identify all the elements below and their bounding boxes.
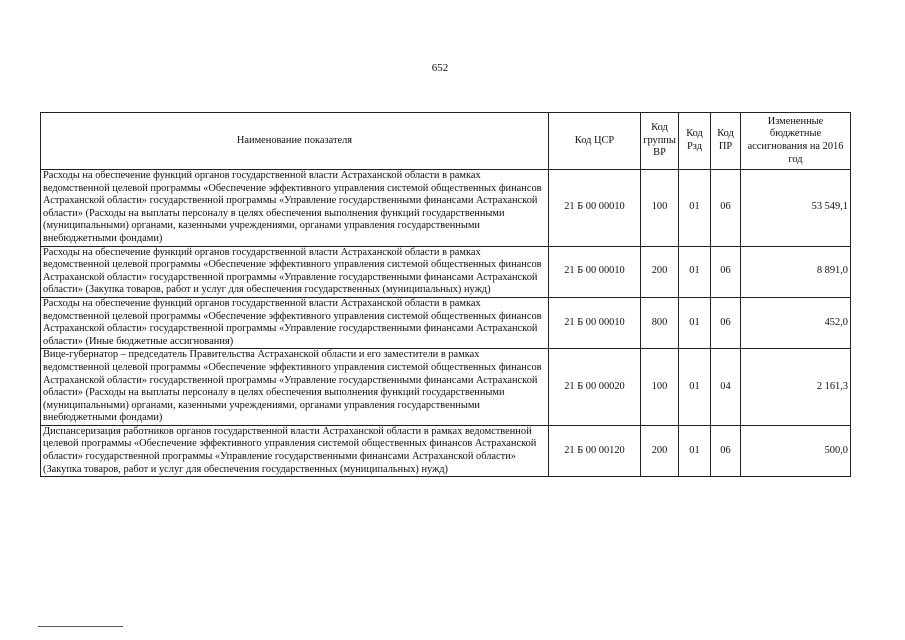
row-name-cell: Диспансеризация работников органов государственной власти Астраханской области в рамках ведомственной целевой программы «Обеспечение эффективного управления системой общественных финансов Астраханской области» государственной программы «Управление государственными финансами Астраханской области» (Закупка товаров, работ и услуг для обеспечения государственных (муниципальных) нужд) — [41, 425, 549, 476]
row-amount-cell: 452,0 — [741, 297, 851, 348]
row-amount-cell: 53 549,1 — [741, 170, 851, 247]
header-rzd-code: Код Рзд — [679, 113, 711, 170]
row-pr-cell: 06 — [711, 425, 741, 476]
row-csr-cell: 21 Б 00 00010 — [549, 297, 641, 348]
row-amount-cell: 500,0 — [741, 425, 851, 476]
table-body — [41, 170, 851, 477]
row-pr-cell: 06 — [711, 246, 741, 297]
table-row — [41, 297, 851, 348]
page-number: 652 — [431, 62, 449, 74]
header-amount: Измененные бюджетные ассигнования на 2016 год — [741, 113, 851, 170]
row-pr-cell: 04 — [711, 349, 741, 426]
row-amount-cell: 8 891,0 — [741, 246, 851, 297]
header-csr-code: Код ЦСР — [549, 113, 641, 170]
row-csr-cell: 21 Б 00 00010 — [549, 246, 641, 297]
row-csr-cell: 21 Б 00 00020 — [549, 349, 641, 426]
table-row — [41, 425, 851, 476]
row-csr-cell: 21 Б 00 00010 — [549, 170, 641, 247]
table-row — [41, 170, 851, 247]
row-pr-cell: 06 — [711, 297, 741, 348]
row-pr-cell: 06 — [711, 170, 741, 247]
table-row — [41, 246, 851, 297]
row-rzd-cell: 01 — [679, 349, 711, 426]
row-vr-cell: 200 — [641, 246, 679, 297]
row-amount-cell: 2 161,3 — [741, 349, 851, 426]
row-vr-cell: 100 — [641, 170, 679, 247]
row-vr-cell: 100 — [641, 349, 679, 426]
table-header-row — [41, 113, 851, 170]
row-rzd-cell: 01 — [679, 425, 711, 476]
header-pr-code: Код ПР — [711, 113, 741, 170]
table-row — [41, 349, 851, 426]
budget-allocations-table — [40, 112, 851, 477]
footer-rule — [38, 626, 123, 627]
header-name: Наименование показателя — [41, 113, 549, 170]
row-rzd-cell: 01 — [679, 170, 711, 247]
row-csr-cell: 21 Б 00 00120 — [549, 425, 641, 476]
row-name-cell: Вице-губернатор – председатель Правительства Астраханской области и его заместители в рамках ведомственной целевой программы «Обеспечение эффективного управления системой общественных финансов Астраханской области» государственной программы «Управление государственными финансами Астраханской области» (Расходы на выплаты персоналу в целях обеспечения выполнения функций государственными (муниципальными) органами, казенными учреждениями, органами управления государственными внебюджетными фондами) — [41, 349, 549, 426]
row-vr-cell: 800 — [641, 297, 679, 348]
row-name-cell: Расходы на обеспечение функций органов государственной власти Астраханской области в рамках ведомственной целевой программы «Обеспечение эффективного управления системой общественных финансов Астраханской области» государственной программы «Управление государственными финансами Астраханской области» (Расходы на выплаты персоналу в целях обеспечения выполнения функций государственными (муниципальными) органами, казенными учреждениями, органами управления государственными внебюджетными фондами) — [41, 170, 549, 247]
row-rzd-cell: 01 — [679, 297, 711, 348]
header-vr-code: Код группы ВР — [641, 113, 679, 170]
row-name-cell: Расходы на обеспечение функций органов государственной власти Астраханской области в рамках ведомственной целевой программы «Обеспечение эффективного управления системой общественных финансов Астраханской области» государственной программы «Управление государственными финансами Астраханской области» (Иные бюджетные ассигнования) — [41, 297, 549, 348]
row-name-cell: Расходы на обеспечение функций органов государственной власти Астраханской области в рамках ведомственной целевой программы «Обеспечение эффективного управления системой общественных финансов Астраханской области» государственной программы «Управление государственными финансами Астраханской области» (Закупка товаров, работ и услуг для обеспечения государственных (муниципальных) нужд) — [41, 246, 549, 297]
row-vr-cell: 200 — [641, 425, 679, 476]
row-rzd-cell: 01 — [679, 246, 711, 297]
table-header — [41, 113, 851, 170]
